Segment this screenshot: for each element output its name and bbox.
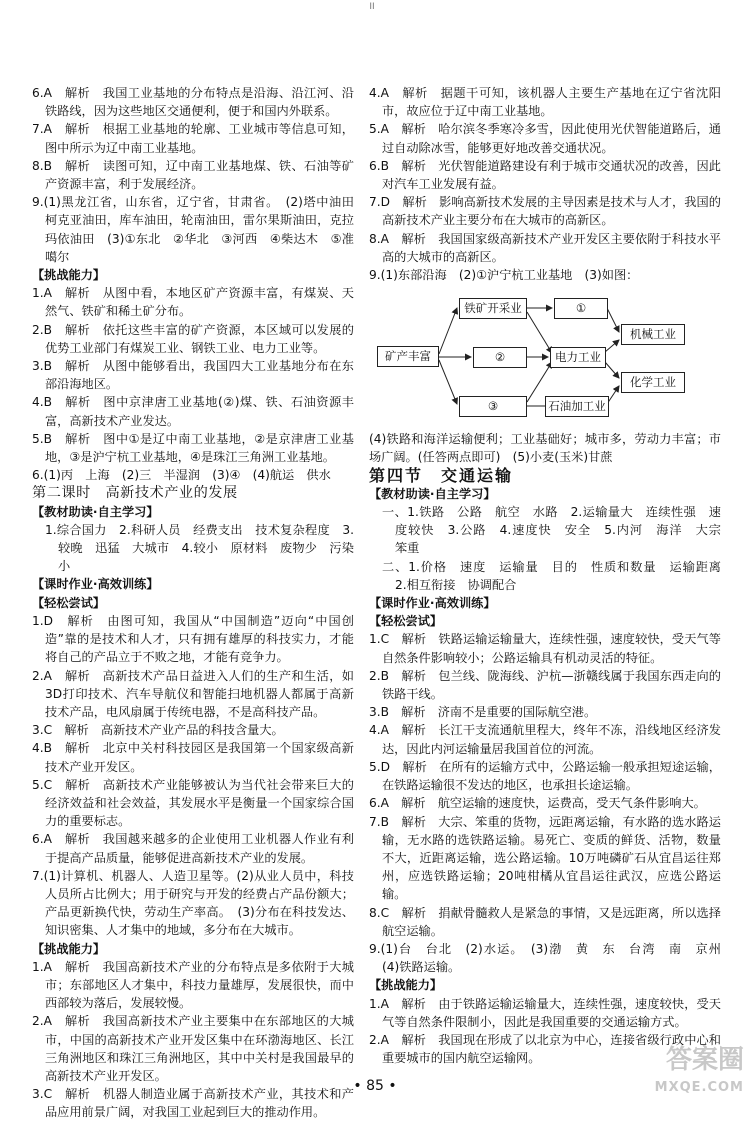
answer-item: 7.D 解析 影响高新技术发展的主导因素是技术与人才，我国的高新技术产业主要分布在大城市的高新区。: [369, 195, 721, 228]
answer-item: 7.B 解析 大宗、笨重的货物，远距离运输，有水路的选水路运输，无水路的选铁路运输。易死亡、变质的鲜货、活物，数量不大，近距离运输，选公路运输。10万吨磷矿石从宜昌运往郑州，应选铁路运输；20吨柑橘从宜昌运往武汉，应选公路运输。: [369, 814, 721, 902]
answer-item: 4.B 解析 图中京津唐工业基地(②)煤、铁、石油资源丰富，高新技术产业发达。: [32, 395, 354, 428]
study-answers: 二、1.价格 速度 运输量 目的 性质和数量 运输距离 2.相互衔接 协调配合: [382, 559, 734, 592]
answer-item: 1.A 解析 我国高新技术产业的分布特点是多依附于大城市；东部地区人才集中，科技力量雄厚，发展很快，而中西部较为落后，发展较慢。: [32, 959, 354, 1011]
study-answers: 一、1.铁路 公路 航空 水路 2.运输量大 连续性强 速度较快 3.公路 4.速度快 安全 5.内河 海洋 大宗 笨重: [382, 505, 734, 556]
answer-item: 7.A 解析 根据工业基地的轮廓、工业城市等信息可知，图中所示为辽中南工业基地。: [32, 122, 354, 155]
answer-item: (4)铁路和海洋运输便利；工业基础好；城市多，劳动力丰富；市场广阔。(任答两点即可) (5)小麦(玉米)甘蔗: [369, 432, 721, 465]
site-watermark: [632, 1046, 744, 1106]
answer-item: 1.C 解析 铁路运输运输量大，连续性强，速度较快，受天气等自然条件影响较小；公路运输具有机动灵活的特征。: [369, 632, 721, 665]
study-heading: 【教材助读·自主学习】: [32, 504, 159, 519]
homework-heading: 【课时作业·高效训练】: [32, 577, 159, 592]
diagram-node: ①: [554, 298, 608, 319]
lesson-title: 第二课时 高新技术产业的发展: [32, 485, 238, 502]
answer-item: 9.(1)台 台北 (2)水运。 (3)渤 黄 东 台湾 南 京州 (4)铁路运输。: [369, 941, 734, 975]
page-number: • 85 •: [353, 1078, 397, 1094]
answer-item: 6.A 解析 我国工业基地的分布特点是沿海、沿江河、沿铁路线，因为这些地区交通便利，便于和国内外联系。: [32, 86, 354, 119]
challenge-heading: 【挑战能力】: [32, 268, 106, 283]
answer-item: 2.A 解析 我国现在形成了以北京为中心，连接省级行政中心和重要城市的国内航空运输网。: [369, 1032, 721, 1066]
right-column: [369, 84, 734, 1067]
watermark-title: 答案圈: [665, 1045, 744, 1075]
challenge-heading: 【挑战能力】: [32, 941, 106, 956]
easy-heading: 【轻松尝试】: [32, 595, 106, 610]
answer-item: 9.(1)黑龙江省，山东省，辽宁省，甘肃省。 (2)塔中油田 柯克亚油田，库车油田，轮南油田，雷尔果斯油田，克拉玛依油田 (3)①东北 ②华北 ③河西 ④柴达木 ⑤准噶尔: [32, 195, 367, 264]
left-column: [32, 84, 367, 1122]
answer-item: 1.A 解析 由于铁路运输运输量大，连续性强，速度较快，受天气等自然条件限制小，因此是我国重要的交通运输方式。: [369, 996, 721, 1029]
answer-item: 3.C 解析 机器人制造业属于高新技术产业，其技术和产品应用前景广阔，对我国工业起到巨大的推动作用。: [32, 1087, 354, 1120]
study-answers: 1.综合国力 2.科研人员 经费支出 技术复杂程度 3.较晚 迅猛 大城市 4.较小 原材料 废物少 污染小: [45, 522, 354, 574]
answer-item: 6.B 解析 光伏智能道路建设有利于城市交通状况的改善，因此对汽车工业发展有益。: [369, 158, 721, 192]
answer-item: 3.C 解析 高新技术产业产品的科技含量大。: [32, 723, 284, 738]
challenge-heading: 【挑战能力】: [369, 978, 443, 993]
answer-item: 2.A 解析 我国高新技术产业主要集中在东部地区的大城市，中国的高新技术产业开发区集中在环渤海地区、长江三角洲地区和珠江三角洲地区，其中中关村是我国最早的高新技术产业开发区。: [32, 1014, 354, 1083]
answer-item: 6.(1)丙 上海 (2)三 半湿润 (3)④ (4)航运 供水: [32, 468, 331, 483]
answer-item: 1.D 解析 由图可知，我国从“中国制造”迈向“中国创造”靠的是技术和人才，只有拥有雄厚的科技实力，才能将自己的产品立于不败之地，才能有竞争力。: [32, 613, 354, 665]
diagram-node: 化学工业: [621, 372, 685, 393]
easy-heading: 【轻松尝试】: [369, 614, 443, 629]
homework-heading: 【课时作业·高效训练】: [369, 596, 496, 611]
answer-item: 3.B 解析 济南不是重要的国际航空港。: [369, 705, 597, 720]
diagram-node: 石油加工业: [545, 396, 609, 417]
answer-item: 2.B 解析 包兰线、陇海线、沪杭—浙赣线属于我国东西走向的铁路干线。: [369, 668, 721, 702]
answer-item: 6.A 解析 我国越来越多的企业使用工业机器人作业有利于提高产品质量，能够促进高新技术产业的发展。: [32, 832, 354, 865]
industry-flow-diagram: [377, 288, 697, 426]
answer-item: 5.A 解析 哈尔滨冬季寒冷多雪，因此使用光伏智能道路后，通过自动除冰雪，能够更好地改善交通状况。: [369, 122, 721, 155]
answer-item: 2.B 解析 依托这些丰富的矿产资源，本区域可以发展的优势工业部门有煤炭工业、钢铁工业、电力工业等。: [32, 322, 354, 355]
diagram-node: ②: [473, 347, 527, 368]
answer-item: 5.B 解析 图中①是辽中南工业基地，②是京津唐工业基地，③是沪宁杭工业基地，④是珠江三角洲工业基地。: [32, 431, 354, 465]
answer-item: 8.C 解析 捐献骨髓救人是紧急的事情，又是远距离，所以选择航空运输。: [369, 905, 721, 938]
top-mark: II: [369, 2, 375, 12]
answer-item: 3.B 解析 从图中能够看出，我国四大工业基地分布在东部沿海地区。: [32, 359, 354, 392]
diagram-node: 电力工业: [550, 347, 606, 368]
answer-item: 6.A 解析 航空运输的速度快，运费高，受天气条件影响大。: [369, 796, 706, 811]
answer-item: 5.D 解析 在所有的运输方式中，公路运输一般承担短途运输，在铁路运输很不发达的地区，也承担长途运输。: [369, 759, 721, 793]
answer-item: 1.A 解析 从图中看，本地区矿产资源丰富，有煤炭、天然气、铁矿和稀土矿分布。: [32, 286, 354, 319]
watermark-url: MXQE.COM: [654, 1080, 744, 1095]
section-title: 第四节 交通运输: [369, 465, 514, 485]
diagram-node: 机械工业: [621, 324, 685, 345]
diagram-node: 铁矿开采业: [459, 298, 527, 319]
answer-item: 7.(1)计算机、机器人、人造卫星等。(2)从业人员中，科技人员所占比例大；用于研究与开发的经费占产品份额大；产品更新换代快，劳动生产率高。 (3)分布在科技发达、知识密集、人才集中的地域，多分布在大城市。: [32, 868, 354, 938]
answer-item: 9.(1)东部沿海 (2)①沪宁杭工业基地 (3)如图：: [369, 268, 639, 283]
diagram-node: 矿产丰富: [377, 346, 439, 367]
study-heading: 【教材助读·自主学习】: [369, 486, 496, 501]
answer-item: 5.C 解析 高新技术产业能够被认为当代社会带来巨大的经济效益和社会效益，其发展水平是衡量一个国家综合国力的重要标志。: [32, 777, 354, 829]
answer-item: 8.B 解析 读图可知，辽中南工业基地煤、铁、石油等矿产资源丰富，利于发展经济。: [32, 158, 354, 192]
diagram-node: ③: [459, 396, 527, 417]
answer-item: 4.A 解析 长江干支流通航里程大，终年不冻，沿线地区经济发达，因此内河运输量居我国首位的河流。: [369, 723, 721, 756]
answer-item: 4.A 解析 据题干可知，该机器人主要生产基地在辽宁省沈阳市，故应位于辽中南工业基地。: [369, 86, 721, 119]
answer-item: 2.A 解析 高新技术产品日益进入人们的生产和生活，如3D打印技术、汽车导航仪和智能扫地机器人都属于高新技术产品，电风扇属于传统电器，不是高科技产品。: [32, 668, 354, 719]
answer-item: 4.B 解析 北京中关村科技园区是我国第一个国家级高新技术产业开发区。: [32, 741, 354, 774]
answer-item: 8.A 解析 我国国家级高新技术产业开发区主要依附于科技水平高的大城市的高新区。: [369, 231, 721, 264]
